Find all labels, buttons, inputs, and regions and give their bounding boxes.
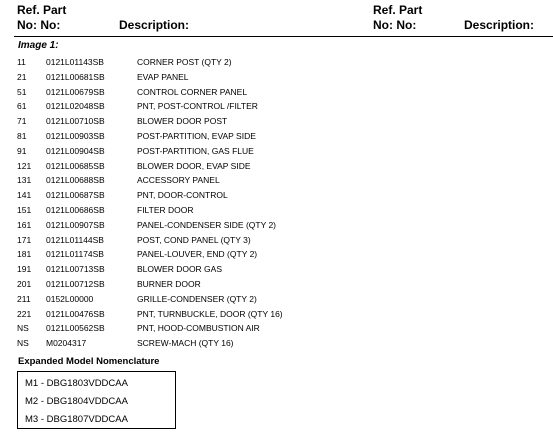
section-title: Image 1: bbox=[18, 40, 59, 51]
ref-number: NS bbox=[17, 323, 29, 334]
part-description: GRILLE-CONDENSER (QTY 2) bbox=[137, 293, 257, 304]
part-number: 0121L00681SB bbox=[46, 71, 105, 82]
part-number: 0121L00710SB bbox=[46, 116, 105, 127]
part-number: 0121L00679SB bbox=[46, 86, 105, 97]
ref-number: 151 bbox=[17, 205, 32, 215]
part-number: M0204317 bbox=[46, 338, 87, 349]
part-number: 0121L01144SB bbox=[46, 234, 104, 245]
part-description: SCREW-MACH (QTY 16) bbox=[137, 338, 234, 349]
model-code: M3 - DBG1807VDDCAA bbox=[25, 414, 128, 425]
ref-number: 191 bbox=[17, 264, 32, 275]
header-right-no: No: No: bbox=[373, 18, 417, 32]
part-number: 0121L00904SB bbox=[46, 145, 105, 156]
ref-number: 171 bbox=[17, 234, 32, 245]
part-description: PNT, POST-CONTROL /FILTER bbox=[137, 101, 258, 112]
part-description: PANEL-LOUVER, END (QTY 2) bbox=[137, 249, 258, 260]
part-description: BURNER DOOR bbox=[137, 279, 201, 289]
header-right-description: Description: bbox=[464, 18, 535, 32]
part-description: BLOWER DOOR GAS bbox=[137, 264, 223, 275]
nomenclature-box bbox=[17, 371, 176, 429]
part-number: 0121L00688SB bbox=[46, 175, 105, 186]
ref-number: 71 bbox=[17, 116, 27, 127]
part-description: PNT, HOOD-COMBUSTION AIR bbox=[137, 323, 260, 334]
ref-number: 211 bbox=[17, 293, 31, 304]
model-code: M2 - DBG1804VDDCAA bbox=[25, 396, 128, 407]
part-description: PNT, DOOR-CONTROL bbox=[137, 190, 228, 201]
ref-number: 161 bbox=[17, 219, 32, 230]
part-description: EVAP PANEL bbox=[137, 71, 189, 82]
part-description: ACCESSORY PANEL bbox=[137, 175, 220, 186]
ref-number: 91 bbox=[17, 145, 27, 156]
part-number: 0121L00562SB bbox=[46, 323, 105, 334]
header-left-no: No: No: bbox=[17, 18, 61, 32]
part-number: 0121L00685SB bbox=[46, 160, 105, 171]
nomenclature-title: Expanded Model Nomenclature bbox=[18, 356, 160, 367]
part-description: POST, COND PANEL (QTY 3) bbox=[137, 234, 251, 245]
model-code: M1 - DBG1803VDDCAA bbox=[25, 378, 128, 389]
part-description: BLOWER DOOR POST bbox=[137, 116, 228, 127]
part-description: FILTER DOOR bbox=[137, 205, 194, 215]
part-number: 0121L00907SB bbox=[46, 219, 105, 230]
ref-number: 61 bbox=[17, 101, 27, 112]
part-description: POST-PARTITION, GAS FLUE bbox=[137, 145, 254, 156]
part-description: PANEL-CONDENSER SIDE (QTY 2) bbox=[137, 219, 277, 230]
ref-number: 181 bbox=[17, 249, 32, 260]
ref-number: 51 bbox=[17, 86, 27, 97]
part-number: 0121L00476SB bbox=[46, 308, 105, 319]
ref-number: 11 bbox=[17, 57, 26, 67]
header-right-ref-part: Ref. Part bbox=[373, 3, 423, 17]
ref-number: 141 bbox=[17, 190, 32, 201]
part-number: 0121L00712SB bbox=[46, 279, 105, 289]
part-number: 0121L00686SB bbox=[46, 205, 105, 215]
part-description: CORNER POST (QTY 2) bbox=[137, 57, 232, 67]
part-number: 0152L00000 bbox=[46, 293, 94, 304]
header-divider bbox=[14, 36, 553, 37]
ref-number: 21 bbox=[17, 71, 27, 82]
ref-number: 221 bbox=[17, 308, 32, 319]
part-description: CONTROL CORNER PANEL bbox=[137, 86, 248, 97]
part-description: BLOWER DOOR, EVAP SIDE bbox=[137, 160, 251, 171]
part-number: 0121L00903SB bbox=[46, 131, 105, 141]
header-left-ref-part: Ref. Part bbox=[17, 3, 67, 17]
header-left-description: Description: bbox=[119, 18, 190, 32]
part-number: 0121L02048SB bbox=[46, 101, 105, 112]
ref-number: 201 bbox=[17, 279, 32, 289]
ref-number: 131 bbox=[17, 175, 32, 186]
part-number: 0121L00687SB bbox=[46, 190, 105, 201]
ref-number: 81 bbox=[17, 131, 27, 141]
part-description: PNT, TURNBUCKLE, DOOR (QTY 16) bbox=[137, 308, 283, 319]
part-number: 0121L00713SB bbox=[46, 264, 105, 275]
ref-number: 121 bbox=[17, 160, 32, 171]
part-description: POST-PARTITION, EVAP SIDE bbox=[137, 131, 256, 141]
part-number: 0121L01174SB bbox=[46, 249, 104, 260]
ref-number: NS bbox=[17, 338, 29, 349]
part-number: 0121L01143SB bbox=[46, 57, 104, 67]
